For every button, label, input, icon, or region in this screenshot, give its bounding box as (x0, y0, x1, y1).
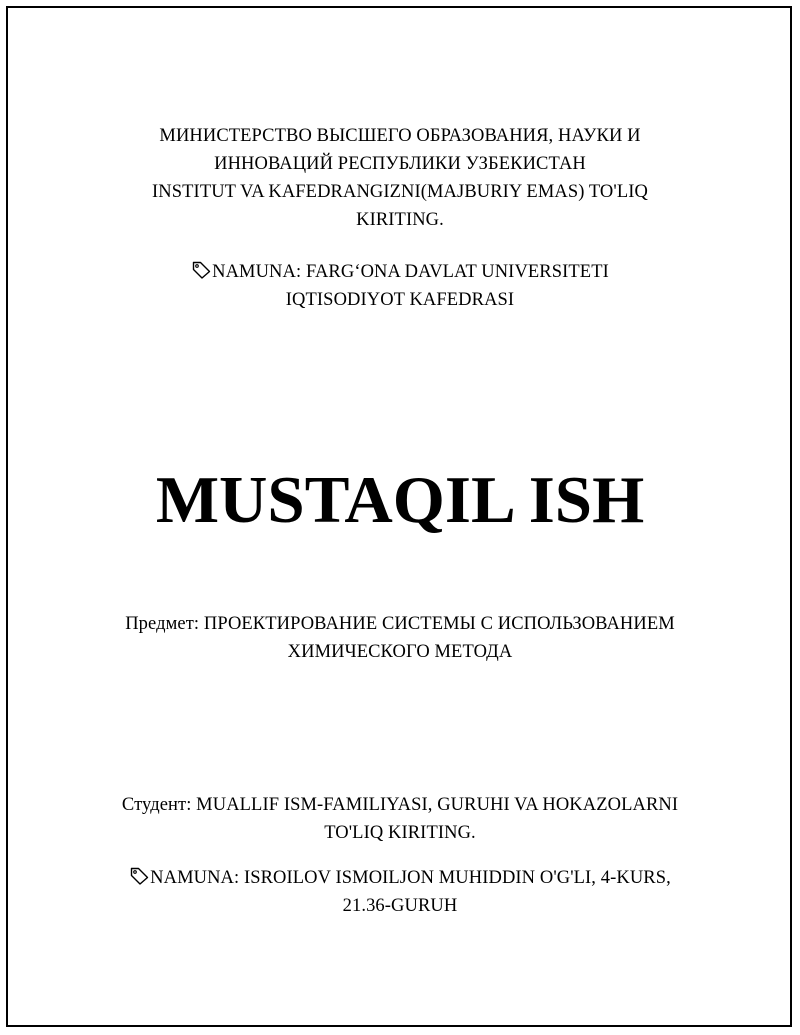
student-sample (0, 864, 800, 920)
ministry-line-1: МИНИСТЕРСТВО ВЫСШЕГО ОБРАЗОВАНИЯ, НАУКИ И (159, 126, 641, 146)
tag-icon (129, 867, 149, 885)
student-section (0, 791, 800, 847)
document-title: MUSTAQIL ISH (155, 463, 645, 537)
institute-instruction-line-2: KIRITING. (356, 210, 444, 230)
ministry-header (0, 122, 800, 234)
ministry-line-2: ИННОВАЦИЙ РЕСПУБЛИКИ УЗБЕКИСТАН (214, 154, 586, 174)
tag-icon (191, 261, 211, 279)
subject-line-1: Предмет: ПРОЕКТИРОВАНИЕ СИСТЕМЫ С ИСПОЛЬЗОВАНИЕМ (125, 614, 675, 634)
student-sample-text-1: NAMUNA: ISROILOV ISMOILJON MUHIDDIN O'G'LI, 4-KURS, (150, 868, 671, 888)
student-line-1: Студент: MUALLIF ISM-FAMILIYASI, GURUHI VA HOKAZOLARNI (121, 795, 679, 815)
institute-sample-line-2: IQTISODIYOT KAFEDRASI (285, 290, 515, 310)
institute-sample-line-1 (0, 258, 800, 286)
institute-instruction-line-1: INSTITUT VA KAFEDRANGIZNI(MAJBURIY EMAS) TO'LIQ (152, 182, 648, 202)
student-line-2: TO'LIQ KIRITING. (324, 823, 476, 843)
institute-sample-text-1: NAMUNA: FARG‘ONA DAVLAT UNIVERSITETI (212, 262, 609, 282)
subject-line-2: ХИМИЧЕСКОГО МЕТОДА (287, 642, 513, 662)
institute-sample (0, 258, 800, 314)
subject-section (0, 610, 800, 666)
student-sample-line-1 (0, 864, 800, 892)
student-sample-line-2: 21.36-GURUH (342, 896, 458, 916)
